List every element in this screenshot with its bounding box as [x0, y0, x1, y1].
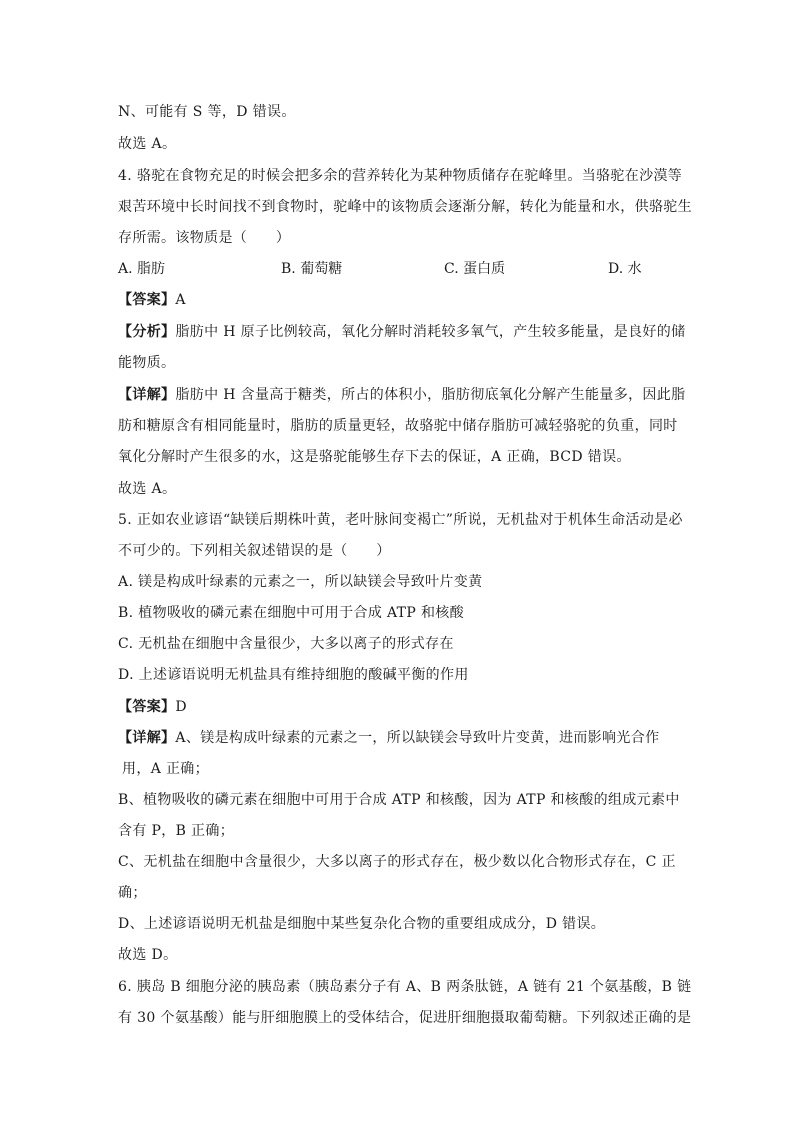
- analysis-tag: 【分析】: [118, 324, 176, 340]
- question-4-stem: 存所需。该物质是（ ）: [118, 230, 291, 246]
- question-6-stem: 6. 胰岛 B 细胞分泌的胰岛素（胰岛素分子有 A、B 两条肽链，A 链有 21 个氨基酸，B 链: [118, 979, 692, 995]
- question-5-stem: 5. 正如农业谚语“缺镁后期株叶黄，老叶脉间变褐亡”所说，无机盐对于机体生命活动是必: [118, 512, 683, 528]
- detail-line: C、无机盐在细胞中含量很少，大多以离子的形式存在，极少数以化合物形式存在，C 正: [118, 854, 676, 870]
- analysis-text: 脂肪中 H 原子比例较高，氧化分解时消耗较多氧气，产生较多能量，是良好的储: [175, 324, 686, 340]
- analysis-line: 能物质。: [118, 355, 176, 371]
- answer-value: D: [175, 699, 187, 715]
- question-5-stem: 不可少的。下列相关叙述错误的是（ ）: [118, 543, 391, 559]
- option-b: B. 葡萄糖: [281, 261, 343, 277]
- option-b: B. 植物吸收的磷元素在细胞中可用于合成 ATP 和核酸: [118, 605, 464, 621]
- detail-tag: 【详解】: [118, 730, 176, 746]
- text-line: 故选 A。: [118, 136, 177, 152]
- detail-line: B、植物吸收的磷元素在细胞中可用于合成 ATP 和核酸，因为 ATP 和核酸的组成元素中: [118, 792, 680, 808]
- answer-tag: 【答案】: [118, 699, 176, 715]
- answer-value: A: [175, 292, 186, 308]
- option-c: C. 无机盐在细胞中含量很少，大多以离子的形式存在: [118, 636, 454, 652]
- detail-line: 氧化分解时产生很多的水，这是骆驼能够生存下去的保证，A 正确，BCD 错误。: [118, 449, 631, 465]
- detail-line: [118, 729, 678, 747]
- option-a: A. 脂肪: [118, 261, 166, 277]
- text-line: N、可能有 S 等，D 错误。: [118, 104, 296, 120]
- option-d: D. 上述谚语说明无机盐具有维持细胞的酸碱平衡的作用: [118, 667, 469, 683]
- option-a: A. 镁是构成叶绿素的元素之一，所以缺镁会导致叶片变黄: [118, 574, 483, 590]
- detail-text: 脂肪中 H 含量高于糖类，所占的体积小，脂肪彻底氧化分解产生能量多，因此脂: [175, 387, 686, 403]
- answer-tag: 【答案】: [118, 292, 176, 308]
- conclusion-line: 故选 A。: [118, 481, 177, 497]
- conclusion-line: 故选 D。: [118, 947, 178, 963]
- detail-line: 肪和糖原含有相同能量时，脂肪的质量更轻，故骆驼中储存脂肪可减轻骆驼的负重，同时: [118, 418, 678, 434]
- detail-line: 用，A 正确；: [122, 761, 210, 777]
- detail-line: [118, 386, 686, 404]
- question-6-stem: 有 30 个氨基酸）能与肝细胞膜上的受体结合，促进肝细胞摄取葡萄糖。下列叙述正确的是: [118, 1010, 692, 1026]
- option-d: D. 水: [608, 261, 642, 277]
- analysis-line: [118, 323, 686, 341]
- detail-line: 含有 P，B 正确；: [118, 823, 235, 839]
- detail-line: D、上述谚语说明无机盐是细胞中某些复杂化合物的重要组成成分，D 错误。: [118, 916, 606, 932]
- answer-line: [118, 291, 678, 309]
- question-4-stem: 4. 骆驼在食物充足的时候会把多余的营养转化为某种物质储存在驼峰里。当骆驼在沙漠等: [118, 168, 683, 184]
- answer-line: [118, 698, 678, 716]
- detail-text: A、镁是构成叶绿素的元素之一，所以缺镁会导致叶片变黄，进而影响光合作: [175, 730, 660, 746]
- detail-line: 确；: [118, 885, 147, 901]
- option-c: C. 蛋白质: [444, 261, 506, 277]
- question-4-stem: 艰苦环境中长时间找不到食物时，驼峰中的该物质会逐渐分解，转化为能量和水，供骆驼生: [118, 199, 692, 215]
- detail-tag: 【详解】: [118, 387, 176, 403]
